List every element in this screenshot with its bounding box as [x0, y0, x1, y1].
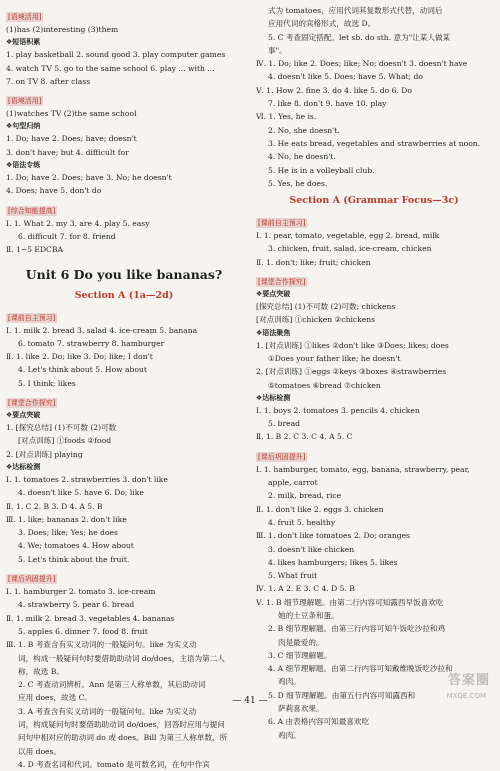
answer-line: 2. [对点训练] playing [6, 449, 83, 459]
answer-line: 称，故选 B。 [18, 666, 64, 676]
subheading: ❖达标检测 [6, 462, 41, 471]
answer-line: Ⅴ. 1. B 细节理解题。由第二行内容可知露西早饭喜欢吃 [256, 597, 444, 607]
answer-line: apple, carrot [268, 478, 318, 488]
section-tag-row [256, 444, 492, 463]
section-tag-row [6, 390, 242, 409]
answer-line: 问句中相对应的助动词 do 或 does。Bill 为第三人称单数，所 [18, 733, 228, 743]
answer-line: 鸡肉。 [278, 730, 301, 740]
answer-line: Ⅱ. 1. B 2. C 3. C 4. A 5. C [256, 432, 353, 442]
page-number: — 41 — [232, 696, 268, 706]
answer-line: 词，构成疑问句时要借助助动词 do/does，回答时应用与提问 [18, 719, 225, 729]
answer-line: Ⅱ. 1. don't like 2. eggs 3. chicken [256, 504, 384, 514]
answer-line: 5. D 细节理解题。由第五行内容可知露西和 [268, 690, 416, 700]
section-tag: [课堂合作探究] [258, 278, 306, 287]
answer-line: 式为 tomatoes，应用代词其复数形式代替，动词后 [268, 6, 443, 15]
answer-line: Ⅲ. 1. B 考查含有实义动词的一般疑问句。like 为实义动 [6, 640, 197, 650]
answer-line: 4. doesn't like 5. Does; have 5. What; do [268, 72, 423, 82]
answer-line: 词，构成一般疑问句时要借助助动词 do/does，主语为第二人 [18, 653, 225, 663]
answer-line: 5. I think; likes [18, 378, 76, 388]
section-tag: [语境活用] [8, 13, 42, 21]
answer-line: 2. B 细节理解题。由第三行内容可知午饭吃沙拉和鸡 [268, 624, 446, 634]
answer-line: 以用 does。 [18, 746, 62, 756]
answer-line: ①Does your father like; he doesn't [268, 353, 401, 363]
answer-line: Ⅱ. 1. C 2. B 3. D 4. A 5. B [6, 501, 103, 511]
section-tag: [课后巩固提升] [8, 575, 56, 584]
answer-line: Ⅲ. 1. like; bananas 2. don't like [6, 514, 127, 524]
answer-line: 1. Do; have 2. Does; have; doesn't [6, 134, 137, 144]
answer-line: 4. fruit 5. healthy [268, 517, 336, 527]
answer-line: 4. watch TV 5. go to the same school 6. play ... with ... [6, 63, 215, 73]
subheading: ❖要点突破 [6, 411, 41, 420]
left-column [6, 4, 242, 771]
subheading: ❖要点突破 [256, 290, 291, 299]
subheading: ❖语法聚焦 [256, 328, 291, 337]
section-tag-row [6, 305, 242, 324]
section-tag-row [256, 269, 492, 288]
answer-line: 6. A 由表格内容可知最喜欢吃 [268, 717, 370, 727]
answer-line: 4. likes hamburgers; likes 5. likes [268, 557, 398, 567]
subheading: ❖达标检测 [256, 393, 291, 402]
right-column [256, 4, 492, 742]
answer-line: (1)has (2)interesting (3)them [6, 25, 119, 34]
section-tag: [语境活用] [8, 97, 42, 106]
section-tag-row [256, 210, 492, 229]
answer-line: Ⅵ. 1. Yes, he is. [256, 112, 317, 122]
answer-line: [对点训练] ①foods ②food [18, 436, 112, 446]
answer-line: Ⅰ. 1. hamburger, tomato, egg, banana, strawberry, pear, [256, 464, 470, 474]
answer-line: Ⅱ. 1. milk 2. bread 3. vegetables 4. bananas [6, 613, 175, 623]
section-title: Section A (Grammar Focus—3c) [289, 195, 459, 207]
answer-line: 3. A 考查含有实义动词的一般疑问句。like 为实义动 [18, 706, 197, 716]
section-tag-row [6, 88, 242, 107]
answer-line: 肉是最爱的。 [278, 637, 324, 647]
answer-line: 1. play basketball 2. sound good 3. play computer games [6, 50, 226, 60]
answer-line: 应用代词的宾格形式，故选 D。 [268, 19, 376, 29]
subheading: ❖句型归纳 [6, 122, 41, 131]
section-tag: [课后巩固提升] [258, 452, 306, 461]
answer-line: Ⅱ. 1. don't; like; fruit; chicken [256, 257, 371, 267]
answer-line: 6. difficult 7. for 8. friend [18, 231, 116, 241]
answer-line: 4. A 细节理解题。由第二行内容可知戴维晚饭吃沙拉和 [268, 664, 453, 674]
answer-line: 4. D 考查名词和代词。tomato 是可数名词，在句中作宾 [18, 759, 210, 769]
answer-line: Ⅰ. 1. tomatoes 2. strawberries 3. don't like [6, 474, 168, 484]
answer-line: Ⅰ. 1. boys 2. tomatoes 3. pencils 4. chicken [256, 405, 420, 415]
answer-line: 4. doesn't like 5. have 6. Do; like [18, 488, 144, 498]
answer-line: (1)watches TV (2)the same school [6, 109, 137, 119]
watermark-logo: 答案圈 [447, 673, 490, 688]
answer-line: 萨莉喜欢果。 [278, 704, 324, 714]
answer-line: 5. apples 6. dinner 7. food 8. fruit [18, 626, 148, 636]
answer-line: 3. Does; like; Yes; he does [18, 528, 118, 538]
answer-line: 3. doesn't like chicken [268, 544, 355, 554]
answer-line: 2. No, she doesn't. [268, 125, 340, 135]
answer-line: ⑤tomatoes ⑥bread ⑦chicken [268, 380, 381, 390]
answer-line: 7. on TV 8. after class [6, 76, 91, 86]
answer-line: [探究总结] (1)不可数 (2)可数; chickens [256, 302, 396, 312]
answer-line: 7. like 8. don't 9. have 10. play [268, 99, 387, 109]
subheading: ❖语法专练 [6, 161, 41, 170]
answer-line: Ⅳ. 1. Do; like 2. Does; like; No; doesn't 3. doesn't have [256, 59, 468, 69]
answer-line: 4. strawberry 5. pear 6. bread [18, 600, 135, 610]
answer-line: 5. C 考查固定搭配。let sb. do sth. 意为"让某人做某 [268, 32, 451, 42]
answer-line: Ⅰ. 1. What 2. my 3. are 4. play 5. easy [6, 218, 150, 228]
answer-line: [对点训练] ①chicken ②chickens [256, 315, 376, 325]
answer-line: 5. He is in a volleyball club. [268, 165, 375, 175]
answer-line: 4. No, he doesn't. [268, 152, 336, 162]
subheading: ❖短语积累 [6, 38, 41, 47]
section-tag-row [6, 566, 242, 585]
answer-line: 事"。 [268, 45, 287, 55]
answer-line: 3. chicken, fruit, salad, ice-cream, chicken [268, 244, 432, 254]
answer-line: 1. [对点训练] ①likes ②don't like ③Does; likes; does [256, 340, 449, 350]
answer-line: 3. He eats bread, vegetables and strawberries at noon. [268, 138, 481, 148]
section-tag-row [6, 198, 242, 217]
answer-line: 1. Do; have 2. Does; have 3. No; he doesn't [6, 173, 172, 183]
answer-line: Ⅰ. 1. pear, tomato, vegetable, egg 2. bread, milk [256, 231, 440, 241]
watermark-url: MXQE.COM [446, 692, 486, 700]
answer-line: Ⅰ. 1. milk 2. bread 3. salad 4. ice-cream 5. banana [6, 325, 198, 335]
answer-line: 3. C 细节理解题。 [268, 650, 332, 660]
answer-line: Ⅱ. 1~5 EDCBA [6, 245, 63, 255]
answer-line: Ⅴ. 1. How 2. fine 3. do 4. like 5. do 6. Do [256, 85, 412, 95]
answer-line: 5. Yes, he does. [268, 178, 328, 188]
answer-line: 2. [对点训练] ①eggs ②keys ③boxes ④strawberries [256, 367, 447, 377]
answer-line: 4. Does; have 5. don't do [6, 186, 102, 196]
answer-line: 6. tomato 7. strawberry 8. hamburger [18, 338, 165, 348]
section-tag: [课堂合作探究] [8, 399, 56, 408]
answer-line: 5. bread [268, 419, 301, 429]
answer-line: 鸡肉。 [278, 677, 301, 687]
answer-line: 5. What fruit [268, 571, 318, 581]
section-tag-row [6, 4, 242, 23]
answer-line: 应用 does，故选 C。 [18, 693, 93, 703]
answer-line: Ⅳ. 1. A 2. E 3. C 4. D 5. B [256, 584, 355, 594]
answer-line: 2. C 考查动词辨析。Ann 是第三人称单数，其后助动词 [18, 680, 206, 690]
answer-line: 她的土豆条和蛋。 [278, 610, 339, 620]
answer-line: Ⅲ. 1. don't like tomatoes 2. Do; oranges [256, 531, 410, 541]
section-tag: [课前自主预习] [258, 219, 306, 228]
answer-line: Ⅱ. 1. like 2. Do; like 3. Do; like; I don't [6, 352, 153, 362]
answer-line: 4. We; tomatoes 4. How about [18, 541, 134, 551]
answer-line: 1. [探究总结] (1)不可数 (2)可数 [6, 423, 117, 433]
section-tag: [综合知能提高] [8, 206, 56, 215]
answer-line: 5. Let's think about the fruit. [18, 554, 130, 564]
answer-line: 4. Let's think about 5. How about [18, 365, 147, 375]
answer-line: Ⅰ. 1. hamburger 2. tomato 3. ice-cream [6, 587, 156, 597]
section-tag: [课前自主预习] [8, 313, 56, 322]
answer-line: 3. don't have; but 4. difficult for [6, 147, 129, 157]
unit-title: Unit 6 Do you like bananas? [25, 266, 223, 282]
answer-line: 2. milk, bread, rice [268, 491, 342, 501]
section-title: Section A (1a—2d) [74, 289, 174, 301]
